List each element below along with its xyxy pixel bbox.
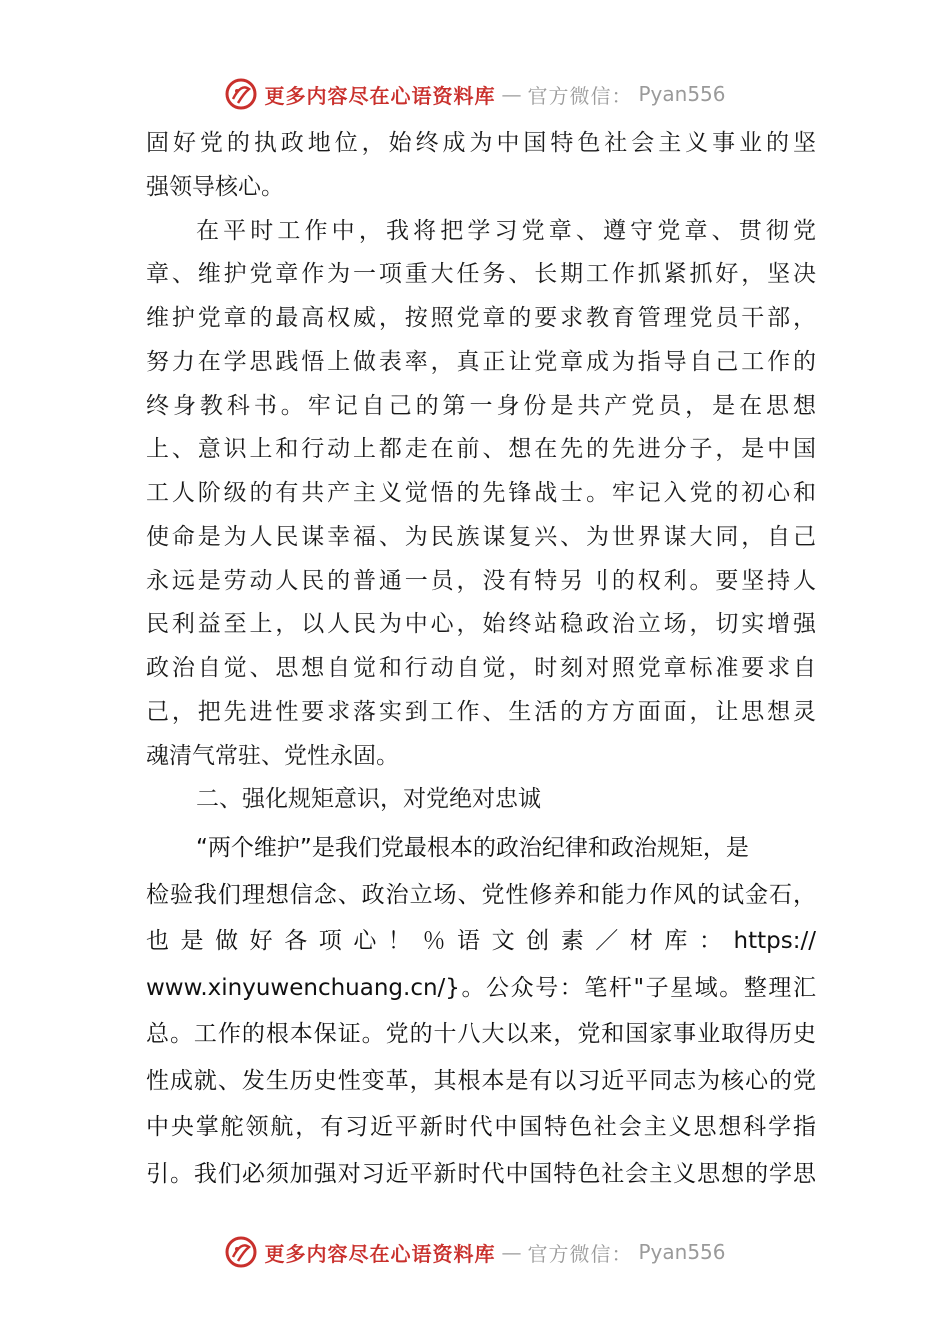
- text-line: 上、意识上和行动上都走在前、想在先的先进分子，是中国: [146, 436, 816, 463]
- text-line: 在平时工作中，我将把学习党章、遵守党章、贯彻党: [196, 217, 816, 244]
- text-line: 性成就、发生历史性变革，其根本是有以习近平同志为核心的党: [146, 1067, 816, 1094]
- section-heading: 二、强化规矩意识，对党绝对忠诚: [196, 786, 541, 813]
- body-text-block-1: [146, 122, 816, 822]
- banner-title: 更多内容尽在心语资料库: [264, 1241, 496, 1266]
- banner-dash: —: [501, 1240, 522, 1264]
- text-line: www.xinyuwenchuang.cn/}。公众号：笔杆"子星域。整理汇: [146, 974, 816, 1001]
- text-line: “两个维护”是我们党最根本的政治纪律和政治规矩，是: [196, 835, 749, 861]
- body-text-block-2: [146, 825, 816, 1197]
- text-line: 终身教科书。牢记自己的第一身份是共产党员，是在思想: [146, 392, 816, 419]
- text-line: 中央掌舵领航，有习近平新时代中国特色社会主义思想科学指: [146, 1114, 816, 1140]
- banner-title: 更多内容尽在心语资料库: [264, 83, 496, 108]
- text-line: 努力在学思践悟上做表率，真正让党章成为指导自己工作的: [146, 348, 816, 375]
- banner-wechat-label: 官方微信：: [527, 1241, 633, 1266]
- text-line: 己，把先进性要求落实到工作、生活的方方面面，让思想灵: [146, 698, 816, 725]
- text-line: 总。工作的根本保证。党的十八大以来，党和国家事业取得历史: [146, 1021, 816, 1047]
- text-line: 引。我们必须加强对习近平新时代中国特色社会主义思想的学思: [146, 1160, 816, 1187]
- banner-dash: —: [501, 82, 522, 106]
- banner-wechat-label: 官方微信：: [527, 83, 633, 108]
- text-line: 固好党的执政地位，始终成为中国特色社会主义事业的坚: [146, 130, 816, 156]
- text-line: 使命是为人民谋幸福、为民族谋复兴、为世界谋大同，自己: [146, 523, 816, 550]
- text-line: 政治自觉、思想自觉和行动自觉，时刻对照党章标准要求自: [146, 655, 816, 681]
- brand-logo-icon: [224, 77, 258, 111]
- banner-wechat-id: Pyan556: [638, 1240, 726, 1264]
- text-line: 维护党章的最高权威，按照党章的要求教育管理党员干部，: [146, 305, 816, 331]
- text-line: 强领导核心。: [146, 173, 284, 200]
- banner-wechat-id: Pyan556: [638, 82, 726, 106]
- footer-banner: [0, 1232, 950, 1272]
- header-banner: [0, 74, 950, 114]
- text-line: 工人阶级的有共产主义觉悟的先锋战士。牢记入党的初心和: [146, 480, 816, 506]
- brand-logo-icon: [224, 1235, 258, 1269]
- text-line: 也是做好各项心！％语文创素／材库：https://: [146, 928, 816, 954]
- text-line: 民利益至上，以人民为中心，始终站稳政治立场，切实增强: [146, 611, 816, 638]
- text-line: 魂清气常驻、党性永固。: [146, 742, 399, 769]
- text-line: 章、维护党章作为一项重大任务、长期工作抓紧抓好，坚决: [146, 261, 816, 288]
- text-line: 永远是劳动人民的普通一员，没有特另刂的权利。要坚持人: [146, 567, 816, 594]
- text-line: 检验我们理想信念、政治立场、党性修养和能力作风的试金石，: [146, 881, 816, 908]
